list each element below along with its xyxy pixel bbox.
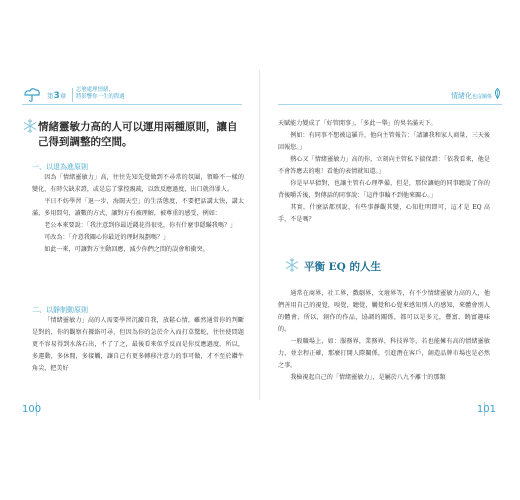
section-heading: 平衡 EQ 的人生 — [304, 261, 381, 273]
section-title-1: 一、以退為進原則 — [32, 163, 88, 171]
right-page — [260, 0, 520, 500]
paragraph: 老公本來要說：「我注意到你最近錢花得很兇，你有什麼事隱瞞我嗎？」 — [44, 222, 237, 229]
page-number: 101 — [476, 404, 496, 415]
chapter-subtitle: 怎麼處理情緒， 將影響你一生的際遇 — [76, 87, 125, 100]
page-number: 100 — [22, 404, 42, 415]
paragraph: 其實，什麼話都別說，有些事靜觀其變，心知肚明即可，這才是 EQ 高手，不是嗎？ — [278, 204, 490, 223]
paragraph: 「情緒靈敏力」高的人需要學習沉澱自我，放鬆心情，雖然通常你的判斷是對的，你的觀察有據絡可尋，但因為你的急於介入而打草驚蛇，往往使問題更不容易得到水落石出，不了了之，最後看來似乎反而是你反應過度，所以，多運動，多休閒，多接觸，讓自己有更多轉移注意力的事可做，才不至於鑽牛角尖，把美好 — [32, 317, 244, 372]
section-body-1 — [32, 172, 244, 256]
cloud-umbrella-icon — [22, 86, 42, 102]
chapter-label: 第3章 — [47, 91, 67, 101]
paragraph: 你是早早猜對，也讓主管有心理準備，但是，那位讓她的同事聽說了你的背後嚼舌後，對傳話的同事說：「這件事輪不到他來關心。」 — [278, 180, 490, 199]
paragraph: 因為「情緒靈敏力」高，往往先知先覺做到不尋常的氛圍，領略不一樣的變化，有時欠缺求證，或是忘了掌控親疏，以致反應過度，出口就得罪人。 — [32, 174, 244, 193]
running-title: 情緒化也沒關係 — [450, 92, 492, 100]
paragraph: 熱心又「情緒靈敏力」高的你，立刻向主管私下揣保證：「依我看來，他是不會答應去的啦！看他的表情就知道。」 — [278, 156, 490, 175]
paragraph: 一般職場上，如：服務界，業務界，科技界等，若也能擁有高的情緒靈敏力，並幸程正確，那麼打開人際關係，引進潛在客戶，創造品牌市場也是必然之事。 — [278, 338, 490, 369]
header-rule — [22, 104, 242, 105]
body-text-bottom — [278, 288, 490, 384]
leaf-icon — [493, 88, 502, 99]
paragraph: 如此一來，可讓對方主動回應，減少你們之間的誤會和衝突。 — [44, 246, 209, 253]
section-title-2: 二、以靜制動原則 — [32, 306, 88, 314]
header-divider — [72, 88, 73, 102]
paragraph: 通常在商界，社工界，戲劇界，文壇界等，有不少情緒靈敏力高的人，他們善用自己的視覺，嗅覺，聽覺，觸覺和心覺來感知別人的感知，來體會別人的體會，所以，創作的作品，協調的關係，都可以是多元，豐富，饒富趣味的。 — [278, 290, 490, 333]
header-rule — [278, 104, 502, 105]
snowflake-icon — [284, 257, 300, 273]
body-text-top — [278, 118, 490, 226]
paragraph: 可改為：「介意我關心你最近的理財規劃嗎？」 — [44, 234, 170, 241]
paragraph: 我檢視起自己的「情緒靈敏力」，是屬於八九不離十的那類 — [290, 374, 446, 381]
paragraph: 天賦能力變成了「好管閒事」，「多此一舉」的臭名滿天下。 — [278, 120, 437, 127]
snowflake-icon — [22, 118, 38, 134]
page-headline: 情緒靈敏力高的人可以運用兩種原則，讓自己得到調整的空間。 — [38, 121, 238, 148]
paragraph: 例如：有同事不想被這羅升，他向主管報告：「請讓我和家人商量，三天後回報您。」 — [278, 132, 490, 151]
paragraph: 平日不妨學習「退一步，海闊天空」的生活態度，不要把話講太快，講太滿，多用問句，讀數的方式，讓對方有被理解，被尊重的感受，例如： — [32, 198, 244, 217]
section-body-2 — [32, 315, 244, 375]
